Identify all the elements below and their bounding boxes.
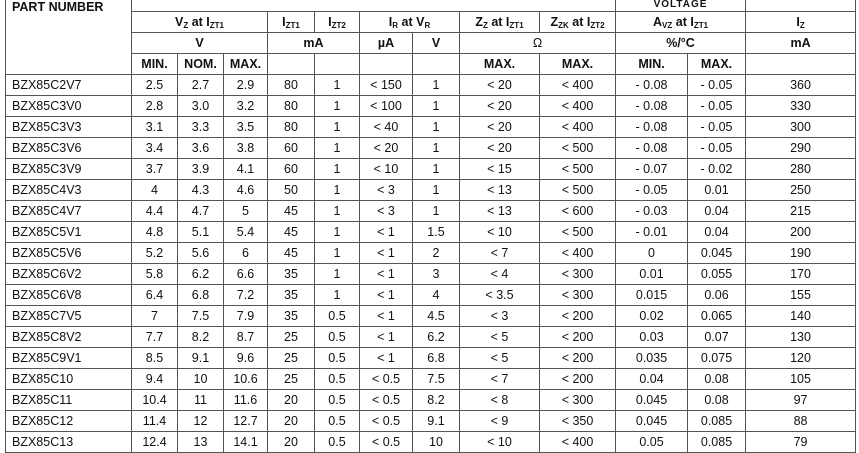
cell-vmin: 2.5	[132, 75, 178, 96]
cell-vr: 1	[413, 201, 460, 222]
cell-ir: < 150	[360, 75, 413, 96]
cell-vr: 1	[413, 138, 460, 159]
cell-iz: 300	[746, 117, 856, 138]
cell-ir: < 1	[360, 285, 413, 306]
vz-nom-header: NOM.	[178, 54, 224, 75]
cell-vmax: 4.6	[224, 180, 268, 201]
cell-iz: 290	[746, 138, 856, 159]
cell-amin: 0.05	[616, 432, 688, 453]
cell-vnom: 6.2	[178, 264, 224, 285]
zzk-header: $Z_{ZK}$ at $I_{ZT2}$	[540, 12, 616, 33]
cell-vnom: 7.5	[178, 306, 224, 327]
cell-izt2: 1	[315, 75, 360, 96]
cell-vnom: 12	[178, 411, 224, 432]
cell-iz: 97	[746, 390, 856, 411]
cell-amin: 0.035	[616, 348, 688, 369]
cell-vmin: 4.8	[132, 222, 178, 243]
cell-iz: 200	[746, 222, 856, 243]
cell-amax: 0.07	[688, 327, 746, 348]
cell-vmax: 12.7	[224, 411, 268, 432]
avz-max-header: MAX.	[688, 54, 746, 75]
cell-pn: BZX85C6V2	[6, 264, 132, 285]
cell-izt1: 60	[268, 159, 315, 180]
cell-amax: 0.045	[688, 243, 746, 264]
cell-iz: 105	[746, 369, 856, 390]
cell-iz: 330	[746, 96, 856, 117]
table-row	[6, 75, 856, 96]
cell-pn: BZX85C9V1	[6, 348, 132, 369]
iz-header: $I_Z$	[746, 12, 856, 33]
cell-zz: < 13	[460, 180, 540, 201]
cell-zzk: < 600	[540, 201, 616, 222]
cell-pn: BZX85C4V7	[6, 201, 132, 222]
cell-iz: 88	[746, 411, 856, 432]
cell-amax: - 0.02	[688, 159, 746, 180]
table-row	[6, 306, 856, 327]
cell-zzk: < 400	[540, 96, 616, 117]
cell-ir: < 100	[360, 96, 413, 117]
cell-ir: < 1	[360, 306, 413, 327]
table-row	[6, 222, 856, 243]
cell-iz: 130	[746, 327, 856, 348]
zener-spec-table	[5, 0, 856, 453]
cell-izt1: 35	[268, 285, 315, 306]
avz-header: $A_{VZ}$ at $I_{ZT1}$	[616, 12, 746, 33]
table-row	[6, 264, 856, 285]
cell-vr: 1	[413, 75, 460, 96]
cell-zz: < 9	[460, 411, 540, 432]
cell-izt2: 1	[315, 264, 360, 285]
cell-izt1: 20	[268, 411, 315, 432]
cell-zzk: < 300	[540, 390, 616, 411]
cell-ir: < 1	[360, 264, 413, 285]
cell-zz: < 13	[460, 201, 540, 222]
cell-vr: 4	[413, 285, 460, 306]
cell-vnom: 13	[178, 432, 224, 453]
cell-iz: 250	[746, 180, 856, 201]
cell-izt1: 20	[268, 432, 315, 453]
avz-min-header: MIN.	[616, 54, 688, 75]
cell-vnom: 4.3	[178, 180, 224, 201]
header-row-limits	[6, 54, 856, 75]
cell-zzk: < 300	[540, 264, 616, 285]
cell-vnom: 9.1	[178, 348, 224, 369]
cell-zzk: < 200	[540, 327, 616, 348]
cell-pn: BZX85C3V6	[6, 138, 132, 159]
cell-zzk: < 400	[540, 432, 616, 453]
cell-zz: < 10	[460, 432, 540, 453]
cell-izt2: 1	[315, 285, 360, 306]
cell-zzk: < 200	[540, 306, 616, 327]
cell-vmin: 4.4	[132, 201, 178, 222]
cell-amax: - 0.05	[688, 96, 746, 117]
cell-vnom: 3.0	[178, 96, 224, 117]
vz-max-header: MAX.	[224, 54, 268, 75]
cell-amax: 0.08	[688, 390, 746, 411]
cell-zzk: < 500	[540, 180, 616, 201]
cell-pn: BZX85C2V7	[6, 75, 132, 96]
cell-vr: 1	[413, 159, 460, 180]
cell-izt2: 1	[315, 201, 360, 222]
cell-zzk: < 500	[540, 138, 616, 159]
cell-vnom: 5.1	[178, 222, 224, 243]
cell-zzk: < 400	[540, 75, 616, 96]
cell-amin: - 0.01	[616, 222, 688, 243]
cell-vmax: 8.7	[224, 327, 268, 348]
z-unit: Ω	[460, 33, 616, 54]
cell-ir: < 3	[360, 201, 413, 222]
cell-izt1: 45	[268, 201, 315, 222]
cell-amin: 0.01	[616, 264, 688, 285]
cell-vmax: 14.1	[224, 432, 268, 453]
cell-amin: 0.015	[616, 285, 688, 306]
cell-vmax: 3.2	[224, 96, 268, 117]
cell-zz: < 20	[460, 138, 540, 159]
cell-ir: < 1	[360, 327, 413, 348]
cell-iz: 140	[746, 306, 856, 327]
cell-izt1: 25	[268, 369, 315, 390]
cell-vnom: 3.6	[178, 138, 224, 159]
cell-amax: 0.04	[688, 222, 746, 243]
cell-pn: BZX85C10	[6, 369, 132, 390]
cell-zz: < 3.5	[460, 285, 540, 306]
cell-vmax: 6.6	[224, 264, 268, 285]
cell-pn: BZX85C3V3	[6, 117, 132, 138]
cell-vmax: 9.6	[224, 348, 268, 369]
cell-amin: 0	[616, 243, 688, 264]
cell-vr: 1	[413, 117, 460, 138]
cell-vmax: 7.2	[224, 285, 268, 306]
cell-vmin: 6.4	[132, 285, 178, 306]
cell-vnom: 11	[178, 390, 224, 411]
cell-pn: BZX85C7V5	[6, 306, 132, 327]
cell-izt2: 0.5	[315, 411, 360, 432]
cell-amin: - 0.08	[616, 138, 688, 159]
cell-zz: < 5	[460, 348, 540, 369]
table-row	[6, 159, 856, 180]
cell-zz: < 5	[460, 327, 540, 348]
cell-izt2: 1	[315, 243, 360, 264]
ir-header: $I_R$ at $V_R$	[360, 12, 460, 33]
cell-zzk: < 300	[540, 285, 616, 306]
cell-izt1: 20	[268, 390, 315, 411]
cell-izt1: 50	[268, 180, 315, 201]
cell-zzk: < 400	[540, 243, 616, 264]
cell-vr: 2	[413, 243, 460, 264]
cell-vr: 1.5	[413, 222, 460, 243]
cell-zz: < 8	[460, 390, 540, 411]
cell-amax: 0.04	[688, 201, 746, 222]
cell-izt2: 1	[315, 96, 360, 117]
cell-vmin: 9.4	[132, 369, 178, 390]
cell-amin: 0.045	[616, 390, 688, 411]
cell-ir: < 0.5	[360, 390, 413, 411]
cell-pn: BZX85C3V0	[6, 96, 132, 117]
cell-izt2: 0.5	[315, 348, 360, 369]
cell-zz: < 4	[460, 264, 540, 285]
cell-iz: 215	[746, 201, 856, 222]
cell-vr: 9.1	[413, 411, 460, 432]
cell-amin: - 0.08	[616, 96, 688, 117]
cell-zzk: < 200	[540, 369, 616, 390]
cell-amin: 0.02	[616, 306, 688, 327]
table-row	[6, 432, 856, 453]
cell-zz: < 15	[460, 159, 540, 180]
cell-izt1: 25	[268, 348, 315, 369]
limit-blank-1	[268, 54, 315, 75]
limit-blank-2	[315, 54, 360, 75]
cell-ir: < 10	[360, 159, 413, 180]
izt2-header: $I_{ZT2}$	[315, 12, 360, 33]
cell-vmax: 5.4	[224, 222, 268, 243]
cell-vmax: 4.1	[224, 159, 268, 180]
cell-amin: - 0.07	[616, 159, 688, 180]
cell-zz: < 3	[460, 306, 540, 327]
cell-amin: - 0.05	[616, 180, 688, 201]
cell-izt2: 0.5	[315, 390, 360, 411]
cell-amax: 0.085	[688, 411, 746, 432]
cell-pn: BZX85C12	[6, 411, 132, 432]
cell-zzk: < 500	[540, 159, 616, 180]
zz-header: $Z_Z$ at $I_{ZT1}$	[460, 12, 540, 33]
cell-vmax: 2.9	[224, 75, 268, 96]
cell-zzk: < 400	[540, 117, 616, 138]
cell-iz: 79	[746, 432, 856, 453]
table-row	[6, 180, 856, 201]
cell-vr: 10	[413, 432, 460, 453]
zzk-max-header: MAX.	[540, 54, 616, 75]
limit-blank-4	[413, 54, 460, 75]
cell-vmin: 5.8	[132, 264, 178, 285]
cell-amax: 0.065	[688, 306, 746, 327]
cell-ir: < 3	[360, 180, 413, 201]
cell-ir: < 1	[360, 222, 413, 243]
table-row	[6, 285, 856, 306]
table-row	[6, 348, 856, 369]
iz-unit: mA	[746, 33, 856, 54]
cell-iz: 170	[746, 264, 856, 285]
cell-izt2: 1	[315, 117, 360, 138]
cell-vmin: 7	[132, 306, 178, 327]
cell-ir: < 0.5	[360, 432, 413, 453]
cell-vmin: 11.4	[132, 411, 178, 432]
cell-vnom: 6.8	[178, 285, 224, 306]
header-blank	[132, 0, 616, 12]
cell-zz: < 7	[460, 243, 540, 264]
cell-vnom: 2.7	[178, 75, 224, 96]
cell-amax: 0.085	[688, 432, 746, 453]
cell-izt2: 1	[315, 222, 360, 243]
cell-vr: 6.2	[413, 327, 460, 348]
cell-vmin: 8.5	[132, 348, 178, 369]
cell-vmin: 7.7	[132, 327, 178, 348]
cell-pn: BZX85C4V3	[6, 180, 132, 201]
cell-iz: 360	[746, 75, 856, 96]
cell-vr: 6.8	[413, 348, 460, 369]
vz-header: $V_Z$ at $I_{ZT1}$	[132, 12, 268, 33]
cell-amin: - 0.08	[616, 75, 688, 96]
cell-izt1: 35	[268, 264, 315, 285]
cell-amax: 0.08	[688, 369, 746, 390]
limit-blank-5	[746, 54, 856, 75]
cell-izt1: 25	[268, 327, 315, 348]
cell-vmin: 10.4	[132, 390, 178, 411]
cell-izt1: 80	[268, 96, 315, 117]
ir-unit: µA	[360, 33, 413, 54]
cell-iz: 280	[746, 159, 856, 180]
cell-zzk: < 350	[540, 411, 616, 432]
cell-amin: - 0.03	[616, 201, 688, 222]
cell-amin: 0.045	[616, 411, 688, 432]
cell-vmax: 10.6	[224, 369, 268, 390]
cell-iz: 155	[746, 285, 856, 306]
cell-vnom: 5.6	[178, 243, 224, 264]
voltage-header: VOLTAGE	[616, 0, 746, 12]
cell-vmin: 3.1	[132, 117, 178, 138]
table-body	[6, 75, 856, 453]
cell-amax: 0.055	[688, 264, 746, 285]
cell-vmax: 7.9	[224, 306, 268, 327]
part-number-header: PART NUMBER	[6, 0, 132, 75]
cell-izt2: 1	[315, 159, 360, 180]
header-row-params	[6, 12, 856, 33]
cell-vr: 3	[413, 264, 460, 285]
cell-vr: 4.5	[413, 306, 460, 327]
cell-vnom: 4.7	[178, 201, 224, 222]
cell-zz: < 20	[460, 96, 540, 117]
cell-pn: BZX85C6V8	[6, 285, 132, 306]
table-row	[6, 117, 856, 138]
cell-ir: < 1	[360, 243, 413, 264]
table-row	[6, 243, 856, 264]
cell-ir: < 40	[360, 117, 413, 138]
cell-vr: 8.2	[413, 390, 460, 411]
zz-max-header: MAX.	[460, 54, 540, 75]
table-row	[6, 201, 856, 222]
avz-unit: %/°C	[616, 33, 746, 54]
cell-vnom: 8.2	[178, 327, 224, 348]
cell-vmin: 2.8	[132, 96, 178, 117]
cell-pn: BZX85C5V1	[6, 222, 132, 243]
cell-amax: 0.06	[688, 285, 746, 306]
cell-vmin: 5.2	[132, 243, 178, 264]
cell-amax: - 0.05	[688, 75, 746, 96]
cell-pn: BZX85C13	[6, 432, 132, 453]
cell-izt2: 0.5	[315, 306, 360, 327]
vr-unit: V	[413, 33, 460, 54]
cell-vnom: 10	[178, 369, 224, 390]
table-row	[6, 411, 856, 432]
cell-vmin: 4	[132, 180, 178, 201]
cell-vnom: 3.9	[178, 159, 224, 180]
cell-vr: 1	[413, 180, 460, 201]
cell-ir: < 20	[360, 138, 413, 159]
cell-amin: 0.03	[616, 327, 688, 348]
cell-vnom: 3.3	[178, 117, 224, 138]
cell-zzk: < 200	[540, 348, 616, 369]
cell-ir: < 0.5	[360, 411, 413, 432]
cell-iz: 190	[746, 243, 856, 264]
table-row	[6, 96, 856, 117]
cell-amax: - 0.05	[688, 138, 746, 159]
cell-izt1: 45	[268, 243, 315, 264]
cell-amin: - 0.08	[616, 117, 688, 138]
cell-zz: < 20	[460, 75, 540, 96]
cell-vmax: 3.8	[224, 138, 268, 159]
cell-zz: < 7	[460, 369, 540, 390]
table-row	[6, 138, 856, 159]
cell-ir: < 0.5	[360, 369, 413, 390]
cell-pn: BZX85C11	[6, 390, 132, 411]
cell-izt1: 80	[268, 75, 315, 96]
header-row-top	[6, 0, 856, 12]
cell-ir: < 1	[360, 348, 413, 369]
izt1-header: $I_{ZT1}$	[268, 12, 315, 33]
cell-pn: BZX85C3V9	[6, 159, 132, 180]
cell-izt2: 0.5	[315, 432, 360, 453]
cell-amax: - 0.05	[688, 117, 746, 138]
cell-izt2: 1	[315, 138, 360, 159]
cell-izt1: 35	[268, 306, 315, 327]
cell-iz: 120	[746, 348, 856, 369]
cell-vr: 1	[413, 96, 460, 117]
cell-vmax: 3.5	[224, 117, 268, 138]
cell-izt1: 80	[268, 117, 315, 138]
cell-izt1: 45	[268, 222, 315, 243]
table-row	[6, 390, 856, 411]
cell-vmax: 5	[224, 201, 268, 222]
vz-min-header: MIN.	[132, 54, 178, 75]
cell-vmin: 12.4	[132, 432, 178, 453]
cell-vr: 7.5	[413, 369, 460, 390]
cell-zz: < 10	[460, 222, 540, 243]
cell-izt2: 0.5	[315, 369, 360, 390]
table-row	[6, 369, 856, 390]
cell-zz: < 20	[460, 117, 540, 138]
cell-vmax: 6	[224, 243, 268, 264]
cell-amax: 0.075	[688, 348, 746, 369]
cell-zzk: < 500	[540, 222, 616, 243]
cell-vmax: 11.6	[224, 390, 268, 411]
izt-unit: mA	[268, 33, 360, 54]
cell-amax: 0.01	[688, 180, 746, 201]
cell-pn: BZX85C5V6	[6, 243, 132, 264]
vz-unit: V	[132, 33, 268, 54]
cell-izt2: 0.5	[315, 327, 360, 348]
limit-blank-3	[360, 54, 413, 75]
cell-izt2: 1	[315, 180, 360, 201]
cell-vmin: 3.7	[132, 159, 178, 180]
cell-pn: BZX85C8V2	[6, 327, 132, 348]
table-row	[6, 327, 856, 348]
cell-izt1: 60	[268, 138, 315, 159]
cell-amin: 0.04	[616, 369, 688, 390]
header-blank-iz	[746, 0, 856, 12]
cell-vmin: 3.4	[132, 138, 178, 159]
header-row-units	[6, 33, 856, 54]
